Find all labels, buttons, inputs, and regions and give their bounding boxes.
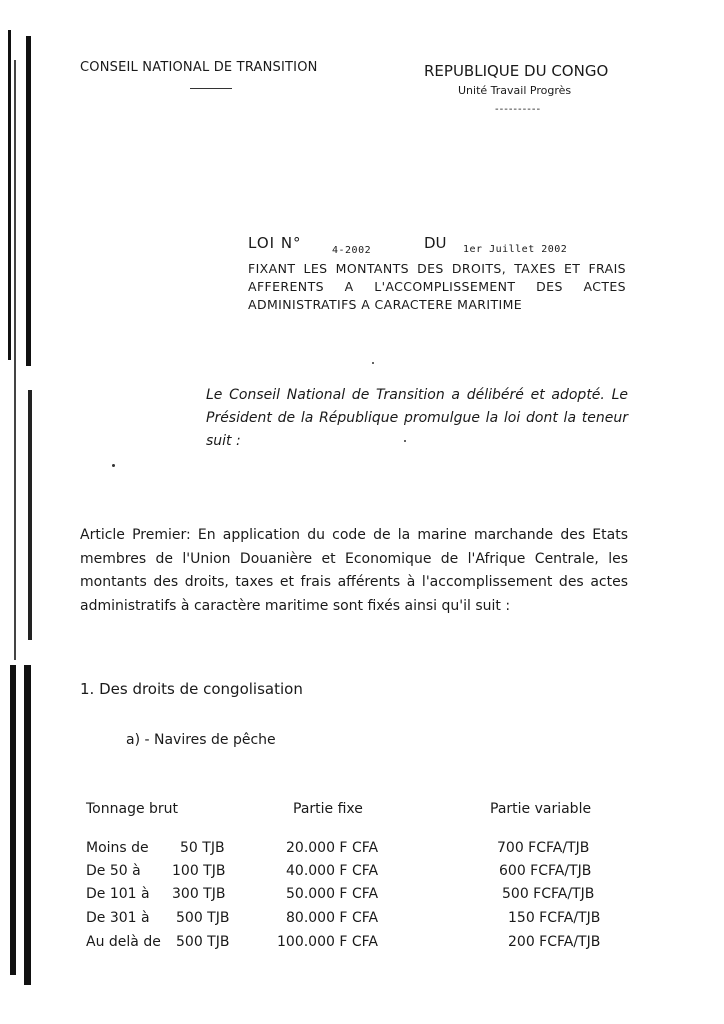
preamble: Le Conseil National de Transition a délibéré et adopté. Le Président de la République promulgue la loi dont la teneur suit : <box>206 387 628 449</box>
table-cell-fixe: 40.000 F CFA <box>286 863 379 879</box>
table-cell-prefix: De 101 à <box>86 886 150 902</box>
table-cell-variable: 150 FCFA/TJB <box>508 910 601 926</box>
article-label: Article Premier: <box>80 527 191 543</box>
table-header-tonnage: Tonnage brut <box>86 801 179 817</box>
subsection-title: a) - Navires de pêche <box>126 732 276 748</box>
law-date: 1er Juillet 2002 <box>463 244 568 255</box>
scan-edge-mark <box>28 390 32 640</box>
table-cell-variable: 500 FCFA/TJB <box>502 886 595 902</box>
table-cell-variable: 700 FCFA/TJB <box>497 840 590 856</box>
scan-edge-mark <box>14 60 16 660</box>
header-country: REPUBLIQUE DU CONGO <box>424 62 609 80</box>
table-cell-tonnage: 300 TJB <box>172 886 226 902</box>
table-cell-prefix: Moins de <box>86 840 149 856</box>
header-rule <box>190 88 232 89</box>
scan-edge-mark <box>10 665 16 975</box>
table-cell-tonnage: 50 TJB <box>180 840 225 856</box>
header-institution: CONSEIL NATIONAL DE TRANSITION <box>80 60 318 75</box>
article-premier <box>80 524 628 618</box>
law-title: FIXANT LES MONTANTS DES DROITS, TAXES ET FRAIS AFFERENTS A L'ACCOMPLISSEMENT DES ACTES ADMINISTRATIFS A CARACTERE MARITIME <box>248 261 626 312</box>
table-cell-tonnage: 500 TJB <box>176 934 230 950</box>
table-cell-fixe: 80.000 F CFA <box>286 910 379 926</box>
scan-edge-mark <box>26 36 31 366</box>
article-text: En application du code de la marine marchande des Etats membres de l'Union Douanière et Economique de l'Afrique Centrale, les montants des droits, taxes et frais afférents à l'accomplissement des actes administratifs à caractère maritime sont fixés ainsi qu'il suit : <box>80 527 628 614</box>
law-label: LOI N° <box>248 234 302 252</box>
scan-edge-mark <box>8 30 11 360</box>
law-number: 4-2002 <box>332 245 372 256</box>
table-cell-variable: 600 FCFA/TJB <box>499 863 592 879</box>
header-motto: Unité Travail Progrès <box>458 84 572 97</box>
section-title: 1. Des droits de congolisation <box>80 680 303 698</box>
scan-speck <box>112 464 115 467</box>
table-header-fixe: Partie fixe <box>293 801 363 817</box>
table-cell-tonnage: 100 TJB <box>172 863 226 879</box>
table-cell-fixe: 100.000 F CFA <box>277 934 378 950</box>
table-cell-fixe: 20.000 F CFA <box>286 840 379 856</box>
table-cell-prefix: De 50 à <box>86 863 141 879</box>
table-cell-prefix: De 301 à <box>86 910 150 926</box>
table-header-variable: Partie variable <box>490 801 592 817</box>
table-cell-variable: 200 FCFA/TJB <box>508 934 601 950</box>
table-cell-tonnage: 500 TJB <box>176 910 230 926</box>
header-separator: ---------- <box>495 104 542 115</box>
table-cell-fixe: 50.000 F CFA <box>286 886 379 902</box>
scan-edge-mark <box>24 665 31 985</box>
law-du-label: DU <box>424 234 447 252</box>
table-cell-prefix: Au delà de <box>86 934 161 950</box>
scan-speck <box>372 362 374 364</box>
